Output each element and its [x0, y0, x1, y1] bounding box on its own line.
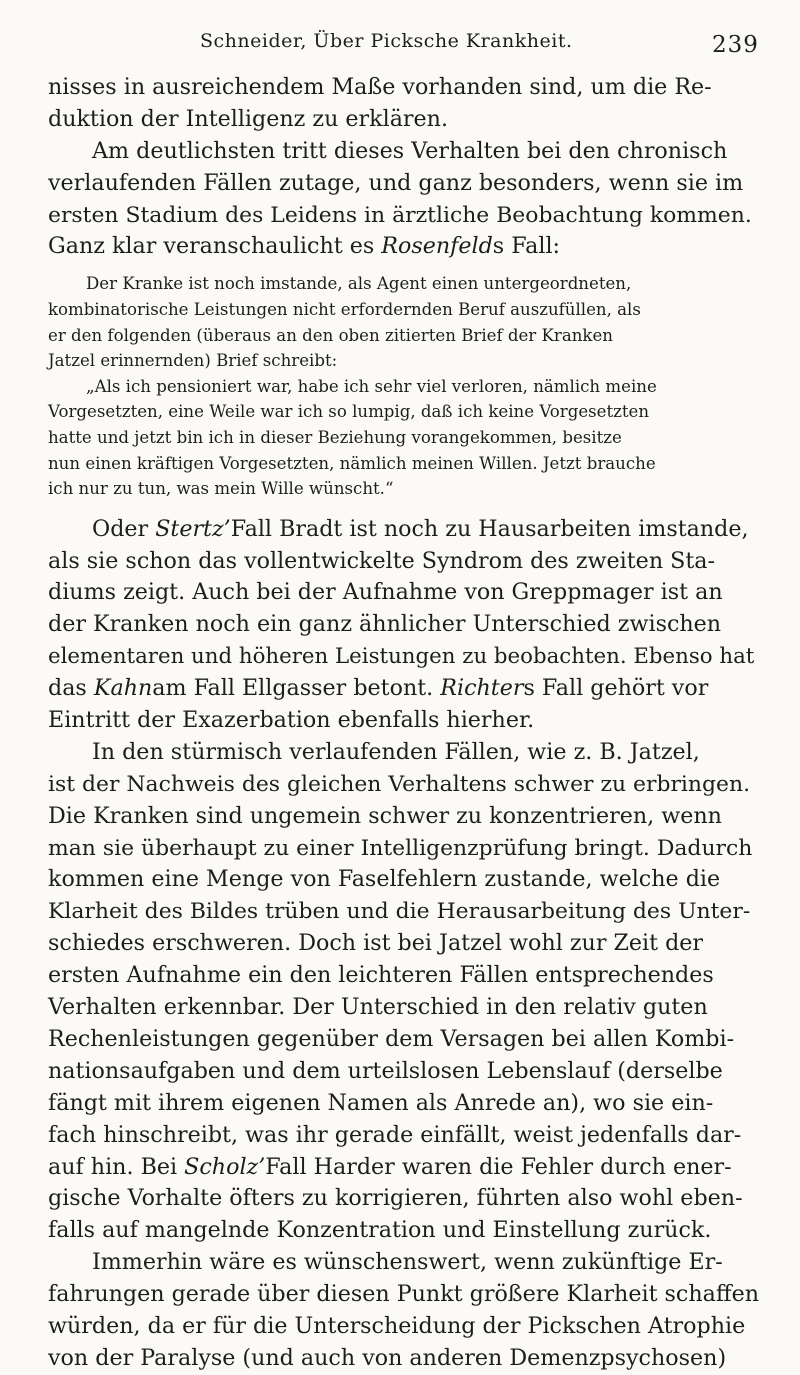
- text-line: Eintritt der Exazerbation ebenfalls hierher.: [48, 707, 535, 734]
- quote-line: kombinatorische Leistungen nicht erfordernden Beruf auszufüllen, als: [48, 299, 641, 319]
- text-line: würden, da er für die Unterscheidung der Pickschen Atrophie: [48, 1312, 746, 1339]
- author-name: Rosenfeld: [381, 233, 493, 260]
- author-name: Scholz’: [184, 1153, 266, 1180]
- text-span: s Fall gehört vor: [523, 675, 709, 702]
- text-line: [48, 514, 758, 546]
- text-span: auf hin. Bei: [48, 1153, 178, 1180]
- text-span: das: [48, 675, 87, 702]
- author-name: Stertz’: [155, 515, 231, 542]
- text-line: Am deutlichsten tritt dieses Verhalten bei den chronisch: [92, 137, 728, 164]
- page-body: [48, 72, 758, 1375]
- text-span: am Fall Ellgasser betont.: [152, 675, 434, 702]
- text-line: Die Kranken sind ungemein schwer zu konzentrieren, wenn: [48, 802, 722, 829]
- text-span: s Fall:: [492, 233, 561, 260]
- quote-line: „Als ich pensioniert war, habe ich sehr viel verloren, nämlich meine: [86, 376, 657, 396]
- text-line: ist der Nachweis des gleichen Verhaltens schwer zu erbringen.: [48, 771, 751, 797]
- text-line: [48, 673, 758, 705]
- page-number: 239: [712, 32, 759, 58]
- text-line: nisses in ausreichendem Maße vorhanden sind, um die Re-: [48, 74, 712, 100]
- text-line: fach hinschreibt, was ihr gerade einfällt, weist jedenfalls dar-: [48, 1121, 742, 1148]
- text-line: ersten Aufnahme ein den leichteren Fällen entsprechendes: [48, 962, 714, 989]
- text-line: schiedes erschweren. Doch ist bei Jatzel wohl zur Zeit der: [48, 930, 704, 957]
- text-span: Fall Bradt ist noch zu Hausarbeiten imstande,: [230, 515, 749, 542]
- running-head: Schneider, Über Picksche Krankheit.: [200, 30, 573, 52]
- text-line: fahrungen gerade über diesen Punkt größere Klarheit schaffen: [48, 1281, 760, 1308]
- quote-line: ich nur zu tun, was mein Wille wünscht.“: [48, 479, 394, 499]
- text-line: [48, 231, 758, 263]
- quote-line: er den folgenden (überaus an den oben zitierten Brief der Kranken: [48, 325, 613, 345]
- text-line: der Kranken noch ein ganz ähnlicher Unterschied zwischen: [48, 611, 722, 638]
- text-line: nationsaufgaben und dem urteilslosen Lebenslauf (derselbe: [48, 1057, 723, 1084]
- text-line: Immerhin wäre es wünschenswert, wenn zukünftige Er-: [92, 1249, 723, 1276]
- text-line: Klarheit des Bildes trüben und die Herausarbeitung des Unter-: [48, 899, 751, 925]
- text-line: diums zeigt. Auch bei der Aufnahme von Greppmager ist an: [48, 579, 723, 606]
- case-quote: [48, 271, 758, 501]
- text-line: gische Vorhalte öfters zu korrigieren, führten also wohl eben-: [48, 1185, 743, 1212]
- text-line: als sie schon das vollentwickelte Syndrom des zweiten Sta-: [48, 547, 716, 574]
- text-line: Verhalten erkennbar. Der Unterschied in den relativ guten: [48, 994, 708, 1021]
- text-span: Fall Harder waren die Fehler durch ener-: [265, 1153, 732, 1180]
- text-line: kommen eine Menge von Faselfehlern zustande, welche die: [48, 866, 721, 893]
- author-name: Richter: [440, 675, 524, 702]
- quote-line: Jatzel erinnernden) Brief schreibt:: [48, 351, 338, 371]
- text-span: Ganz klar veranschaulicht es: [48, 233, 375, 260]
- quote-line: hatte und jetzt bin ich in dieser Beziehung vorangekommen, besitze: [48, 427, 622, 447]
- text-line: Rechenleistungen gegenüber dem Versagen bei allen Kombi-: [48, 1025, 735, 1052]
- text-line: verlaufenden Fällen zutage, und ganz besonders, wenn sie im: [48, 169, 744, 196]
- text-line: elementaren und höheren Leistungen zu beobachten. Ebenso hat: [48, 644, 755, 670]
- quote-line: nun einen kräftigen Vorgesetzten, nämlich meinen Willen. Jetzt brauche: [48, 453, 656, 473]
- text-line: von der Paralyse (und auch von anderen Demenzpsychosen): [48, 1344, 727, 1371]
- text-line: duktion der Intelligenz zu erklären.: [48, 105, 449, 132]
- page-header: [0, 30, 800, 66]
- text-line: [48, 1152, 758, 1184]
- text-line: falls auf mangelnde Konzentration und Einstellung zurück.: [48, 1217, 712, 1244]
- text-span: Oder: [92, 515, 149, 542]
- quote-line: Der Kranke ist noch imstande, als Agent einen untergeordneten,: [86, 274, 632, 294]
- text-line: ersten Stadium des Leidens in ärztliche Beobachtung kommen.: [48, 202, 752, 228]
- text-line: In den stürmisch verlaufenden Fällen, wie z. B. Jatzel,: [92, 738, 700, 765]
- text-line: man sie überhaupt zu einer Intelligenzprüfung bringt. Dadurch: [48, 835, 753, 861]
- quote-line: Vorgesetzten, eine Weile war ich so lumpig, daß ich keine Vorgesetzten: [48, 402, 650, 422]
- author-name: Kahn: [93, 675, 153, 702]
- text-line: fängt mit ihrem eigenen Namen als Anrede an), wo sie ein-: [48, 1089, 714, 1116]
